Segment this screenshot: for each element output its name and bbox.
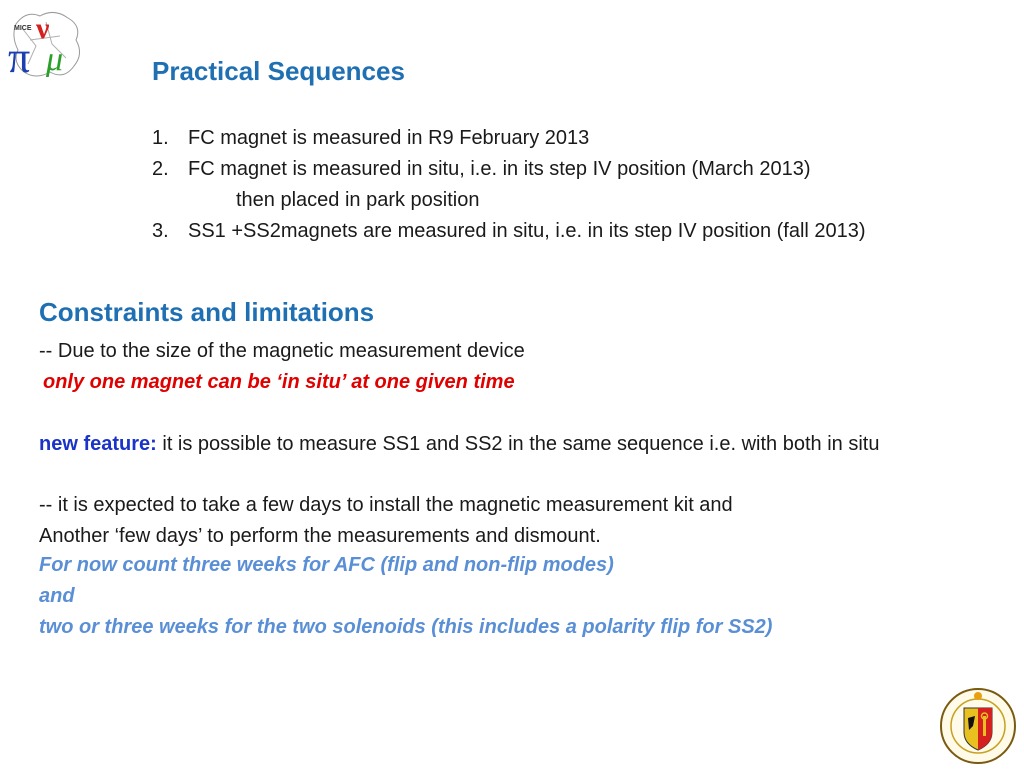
seal-text — [1018, 686, 1019, 687]
list-item — [152, 154, 811, 185]
list-item — [152, 123, 589, 154]
practical-sequences-title: Practical Sequences — [152, 56, 405, 86]
constraints-title: Constraints and limitations — [39, 297, 375, 327]
list-text: SS1 +SS2magnets are measured in situ, i.e. in its step IV position (fall 2013) — [188, 220, 866, 242]
svg-text:π: π — [8, 33, 31, 82]
afc-weeks-line: For now count three weeks for AFC (flip and non-flip modes) — [39, 554, 614, 576]
new-feature-text: it is possible to measure SS1 and SS2 in the same sequence i.e. with both in situ — [156, 433, 880, 455]
mice-logo-text: MICE — [14, 25, 32, 32]
device-size-line: -- Due to the size of the magnetic measurement device — [39, 340, 525, 362]
list-number: 3. — [152, 220, 169, 242]
new-feature-line — [39, 429, 879, 460]
solenoids-weeks-line: two or three weeks for the two solenoids (this includes a polarity flip for SS2) — [39, 616, 773, 638]
list-number: 1. — [152, 127, 169, 149]
new-feature-label: new feature: — [39, 433, 157, 455]
list-text: FC magnet is measured in situ, i.e. in its step IV position (March 2013) — [188, 158, 811, 180]
another-days-line: Another ‘few days’ to perform the measurements and dismount. — [39, 525, 601, 547]
university-geneva-seal-icon — [938, 686, 1018, 766]
svg-text:ν: ν — [36, 12, 50, 45]
mice-logo — [6, 6, 88, 82]
list-item-continuation — [236, 185, 480, 216]
and-line: and — [39, 585, 75, 607]
list-item — [152, 216, 866, 247]
one-magnet-warning: only one magnet can be ‘in situ’ at one given time — [43, 371, 515, 393]
svg-text:μ: μ — [46, 41, 64, 78]
list-text: FC magnet is measured in R9 February 2013 — [188, 127, 590, 149]
expected-duration-line: -- it is expected to take a few days to install the magnetic measurement kit and — [39, 494, 733, 516]
list-number: 2. — [152, 158, 169, 180]
list-text: then placed in park position — [236, 189, 480, 211]
